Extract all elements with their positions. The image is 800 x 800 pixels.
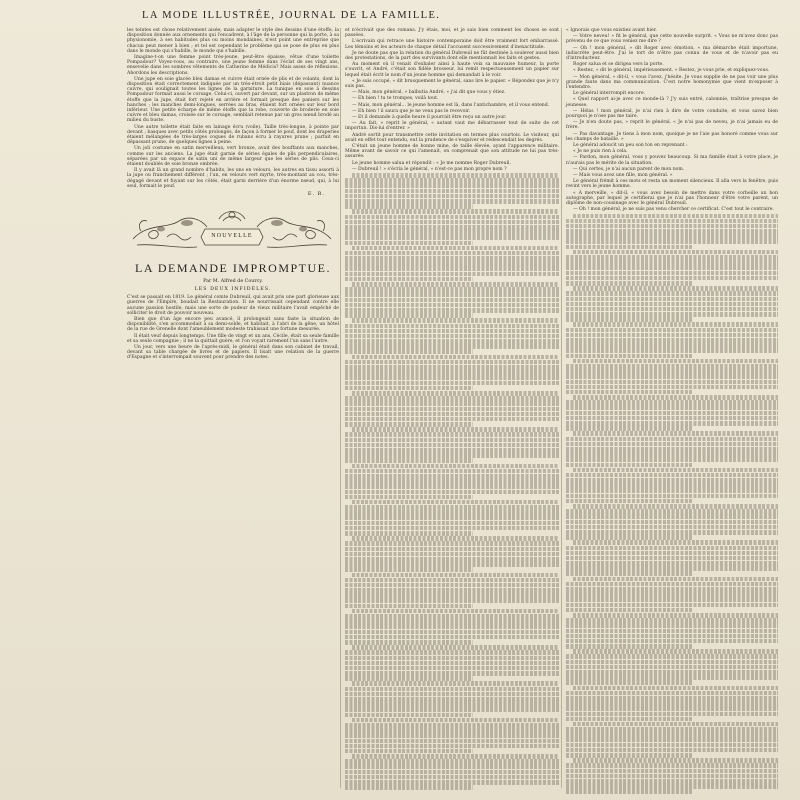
- text-line: [345, 557, 559, 562]
- text-line: [345, 619, 559, 624]
- text-line: [345, 490, 559, 495]
- text-line: [566, 634, 778, 639]
- text-line: [345, 692, 559, 697]
- text-line: [352, 355, 559, 360]
- ornamental-banner-illustration: [127, 203, 337, 255]
- text-line: [566, 442, 778, 447]
- text-line: [345, 676, 473, 681]
- text-line: [566, 520, 778, 525]
- text-line: [566, 597, 778, 602]
- story-paragraph: « Je suis occupé, » dit brusquement le général, sans lire le papier. « Répondez que je n'y suis pas.: [345, 78, 559, 90]
- text-line: [345, 261, 559, 266]
- column-divider: [561, 28, 562, 788]
- text-line: [566, 779, 778, 784]
- story-byline: Par M. Alfred de Courcy.: [203, 279, 263, 285]
- text-line: [345, 349, 473, 354]
- text-continuation: [345, 173, 559, 790]
- text-line: [566, 680, 693, 685]
- text-line: [573, 468, 778, 473]
- text-line: [566, 369, 778, 374]
- text-line: [345, 334, 559, 339]
- text-line: [345, 588, 559, 593]
- text-line: [345, 521, 559, 526]
- text-line: [566, 354, 693, 359]
- text-line: [345, 266, 559, 271]
- text-continuation: [566, 214, 778, 794]
- story-paragraph: — Au fait, » reprit le général, « autant vaut me débarrasser tout de suite de cet importun. Dis-lui d'entrer. »: [345, 121, 559, 132]
- text-line: [345, 764, 559, 769]
- text-line: [573, 250, 778, 255]
- text-line: [345, 479, 559, 484]
- text-line: [566, 239, 778, 244]
- text-line: [345, 438, 559, 443]
- chapter-title: LES DEUX INFIDÈLES.: [194, 287, 272, 293]
- story-paragraph: « Ignorais que vous existiez avant hier.: [566, 28, 657, 33]
- text-line: [566, 265, 778, 270]
- text-line: [345, 614, 559, 619]
- text-line: [345, 583, 559, 588]
- text-line: [566, 696, 778, 701]
- text-line: [352, 536, 559, 541]
- text-line: [566, 629, 778, 634]
- story-paragraph: Il était veuf depuis longtemps. Une fille de vingt et un ans, Cécile, était sa seule famille et sa seule compagnie ; il ne la quittait guère, et l'on voyait rarement l'un sans l'autre.: [127, 333, 339, 344]
- text-line: [566, 437, 778, 442]
- story-paragraph: « Je ne puis rien à cela.: [573, 149, 628, 155]
- text-line: [566, 405, 778, 410]
- text-line: [566, 525, 778, 530]
- text-line: [345, 562, 559, 567]
- text-line: [345, 422, 473, 427]
- text-line: [566, 571, 693, 576]
- text-line: [345, 365, 559, 370]
- text-line: [566, 343, 778, 348]
- story-paragraph: Roger salua et se dirigea vers la porte.: [573, 62, 664, 68]
- text-line: [345, 505, 559, 510]
- story-paragraph: — Votre neveu! » fit le général, que cette nouvelle surprit. « Vous ne m'avez donc pas prévenu de ce que vous veniez me dire ?: [566, 34, 778, 45]
- text-line: [345, 510, 559, 515]
- text-line: [566, 297, 778, 302]
- story-paragraph: « À merveille, » dit-il, « vous avez besoin de mettre dans votre corbeille un bon autographe, par lequel je certifierai que je n'ai pas l'honneur d'être votre parent, un diplôme de non-cousinage avec le général Dubreuil.: [566, 190, 778, 207]
- text-line: [573, 322, 778, 327]
- story-paragraph: — Mais vous avez une fille, mon général. »: [573, 173, 673, 179]
- story-paragraph: — Eh bien ! il saura que je ne veux pas le recevoir.: [352, 108, 471, 114]
- text-line: [566, 509, 778, 514]
- story-paragraph: — Oh ! mon général, » dit Roger avec émotion, « ma démarche était importune, indiscrète peut-être. J'ai le tort de n'être pas connu de vous et de n'avoir pas eu d'introducteur.: [566, 45, 778, 62]
- text-line: [345, 292, 559, 297]
- story-paragraph: — Mon général, » dit-il, « vous l'avez, j'hésite. Je vous supplie de ne pas voir une plus grande faute dans ma communication. C'est notre homonymie que vient m'exposer à l'entendre.: [566, 74, 778, 91]
- text-line: [566, 603, 778, 608]
- text-line: [352, 573, 559, 578]
- story-paragraph: — Je n'en doute pas, » reprit le général. « Je n'ai pas de neveu, je n'ai jamais eu de frère.: [566, 120, 778, 131]
- text-line: [566, 608, 693, 613]
- story-paragraph: et n'écrivait que des romans. J'y étais, moi, et je sais bien comment les choses se sont passées.: [345, 28, 559, 39]
- text-line: [566, 701, 778, 706]
- text-line: [566, 260, 778, 265]
- text-line: [345, 661, 559, 666]
- text-line: [345, 417, 559, 422]
- story-paragraph: Au moment où il venait d'exhaler ainsi à haute voix sa mauvaise humeur, la porte s'ouvrit, et André, c'était son fidèle brosseur, lui remit respectueusement un papier sur lequel était écrit le nom d'un jeune homme qui demandait à le voir.: [345, 62, 559, 78]
- text-line: [566, 654, 778, 659]
- text-line: [566, 348, 778, 353]
- text-line: [345, 339, 559, 344]
- article-paragraph: Une jupe en soie glacée bleu damas et cuivre était ornée de plis et de volants, dont la disposition était correctement indiquée par un très-étroit petit biais (dépassant) nuance cuivre, qui soulignait toutes les lignes de la garniture. La tunique en soie à dessins Pompadour formait aussi le corsage. Celui-ci, ouvert par devant, sur un plastron de même étoffe que la jupe, était fort rejeté en arrière et formait presque des paniers sur les hanches ; les manches demi-longues, serrées au bras, étaient fort ornées sur leur bord inférieur. Une petite écharpe de même étoffe que la robe, couverte de broderie en soie cuivre et bleu damas, croisée sur le corsage, semblait retenue par un gros nœud brodé au milieu du buste.: [127, 76, 339, 124]
- text-line: [345, 624, 559, 629]
- text-line: [345, 189, 559, 194]
- text-line: [345, 225, 559, 230]
- text-line: [566, 789, 693, 794]
- story-paragraph: L'écrivain qui retrace une histoire contemporaine doit être vraiment fort embarrassé. Les témoins et les acteurs de chaque détail l'accusent successivement d'inexactitude.: [345, 39, 559, 50]
- text-line: [566, 463, 693, 468]
- text-line: [573, 431, 778, 436]
- fashion-article: [127, 28, 339, 197]
- text-line: [566, 556, 778, 561]
- text-line: [566, 499, 693, 504]
- text-line: [566, 380, 778, 385]
- text-line: [566, 639, 778, 644]
- text-line: [566, 452, 778, 457]
- text-line: [345, 630, 559, 635]
- story-paragraph: « Quel rapport ai-je avec ce monde-là ? J'y suis entré, calomnie, traîtrise presque de jeunesse.: [566, 97, 778, 108]
- text-line: [345, 567, 473, 572]
- story-paragraph: Un jour, vers une heure de l'après-midi, le général était dans son cabinet de travail, devant sa table chargée de livres et de papiers. Il lisait une relation de la guerre d'Espagne et s'interrompait souvent pour prendre des notes.: [127, 344, 339, 361]
- text-line: [573, 758, 778, 763]
- vignette-label: NOUVELLE: [211, 233, 253, 240]
- text-line: [352, 681, 559, 686]
- text-line: [345, 396, 559, 401]
- text-line: [345, 635, 559, 640]
- text-line: [345, 541, 559, 546]
- story-paragraph: Je ne doute pas que la relation du général Dubreuil ne fût destinée à soulever aussi bien des protestations, de la part des survivants dont elle mentionnait les faits et gestes.: [345, 50, 559, 62]
- story-paragraph: — Mais, mon général... le jeune homme est là, dans l'antichambre, et il vous entend.: [352, 102, 550, 108]
- text-line: [345, 375, 559, 380]
- story-paragraph: — Pas davantage. Je tiens à mon nom, quoique je ne l'aie pas honoré comme vous sur les champs de bataille. »: [566, 131, 778, 142]
- text-line: [345, 448, 559, 453]
- text-line: [345, 303, 559, 308]
- text-line: [345, 313, 473, 318]
- text-line: [566, 717, 693, 722]
- text-line: [345, 666, 559, 671]
- text-line: [345, 739, 559, 744]
- text-line: [566, 592, 778, 597]
- column-1: [127, 28, 339, 362]
- text-line: [566, 338, 778, 343]
- page-header: [128, 6, 768, 24]
- text-line: [345, 547, 559, 552]
- text-line: [345, 381, 559, 386]
- text-line: [345, 432, 559, 437]
- text-line: [566, 769, 778, 774]
- text-line: [345, 656, 559, 661]
- story-paragraph: Le général interrompit encore.: [573, 91, 646, 97]
- story-title: LA DEMANDE IMPROMPTUE.: [134, 261, 331, 276]
- text-line: [566, 478, 778, 483]
- text-line: [566, 328, 778, 333]
- text-line: [345, 230, 559, 235]
- text-line: [566, 623, 778, 628]
- text-line: [345, 531, 473, 536]
- text-line: [345, 515, 559, 520]
- text-line: [566, 530, 778, 535]
- text-line: [345, 593, 559, 598]
- text-line: [566, 582, 778, 587]
- text-line: [345, 728, 559, 733]
- text-line: [566, 712, 778, 717]
- text-line: [345, 235, 559, 240]
- text-line: [345, 702, 559, 707]
- article-signature: E. R.: [307, 191, 325, 198]
- text-line: [573, 649, 778, 654]
- text-line: [566, 307, 778, 312]
- text-line: [345, 204, 473, 209]
- text-line: [573, 359, 778, 364]
- text-line: [352, 500, 559, 505]
- article-paragraph: les teintes est chose relativement aisée; mais adapter le style des dessins d'une étoffe, la disposition donnée aux ornements qui l'encadrent, à l'âge de la personne qui la porte, à sa physionomie, à ses habitudes plus ou moins mondaines, n'est point une entreprise que chacun peut mener à bien ; et tel est cependant le problème qui se pose de plus en plus dans le monde qui s'habille, le monde qui s'habille.: [127, 28, 339, 54]
- text-line: [566, 447, 778, 452]
- text-line: [345, 370, 559, 375]
- story-paragraph: — Dubreuil ! » s'écria le général, « n'est-ce pas mon propre nom ?: [352, 166, 507, 172]
- text-line: [573, 504, 778, 509]
- text-line: [352, 427, 559, 432]
- article-paragraph: Une autre toilette était faite en lainage écru (voile). Taille très-longue, à pointe par devant ; basques avec petits côtés prolongés, de façon à former le pouf, dont les draperies étaient mélangées de très-larges coques de rubans écru à rayures prune ; parfait en dépassant prune, de quelques lignes à peine.: [127, 124, 339, 146]
- text-line: [566, 774, 778, 779]
- text-line: [345, 484, 559, 489]
- text-line: [352, 173, 559, 178]
- text-line: [345, 780, 559, 785]
- text-line: [352, 282, 559, 287]
- story-paragraph: — Et il demande à quelle heure il pourrait être reçu un autre jour.: [352, 115, 507, 121]
- text-line: [345, 360, 559, 365]
- text-line: [566, 665, 778, 670]
- text-line: [345, 687, 559, 692]
- text-line: [566, 660, 778, 665]
- text-line: [345, 713, 473, 718]
- text-line: [345, 640, 473, 645]
- text-line: [345, 526, 559, 531]
- text-line: [566, 317, 693, 322]
- text-line: [352, 318, 559, 323]
- text-line: [345, 598, 559, 603]
- article-paragraph: Il y avait là un grand nombre d'habits, les uns en velours, les autres en tissu assorti à la jupe ou franchement différent ; l'un, en velours vert myrte, très-montant au cou, très-dégagé devant et fuyant sur les côtés, était garni derrière d'un énorme nœud, qui, à lui seul, formait le pouf.: [127, 168, 339, 189]
- text-line: [573, 613, 778, 618]
- column-3: [566, 28, 778, 795]
- text-line: [566, 706, 778, 711]
- text-line: [345, 344, 559, 349]
- text-line: [566, 587, 778, 592]
- text-line: [345, 178, 559, 183]
- text-line: [566, 737, 778, 742]
- text-line: [345, 604, 473, 609]
- text-line: [566, 312, 778, 317]
- text-line: [345, 469, 559, 474]
- text-line: [566, 551, 778, 556]
- text-line: [566, 732, 778, 737]
- text-line: [573, 286, 778, 291]
- text-line: [566, 276, 778, 281]
- text-line: [345, 671, 559, 676]
- story-paragraph: — Eh bien ! tu te trompes, voilà tout.: [352, 96, 439, 102]
- text-line: [345, 277, 473, 282]
- text-line: [566, 255, 778, 260]
- text-line: [573, 686, 778, 691]
- story-paragraph: — Hélas ! mon général, je n'ai rien à dire de votre conduite, et vous savez bien pourquoi je n'ose pas me taire.: [566, 108, 778, 120]
- story-paragraph: Le jeune homme salua et répondit : « Je me nomme Roger Dubreuil.: [352, 160, 511, 166]
- text-line: [566, 219, 778, 224]
- text-line: [566, 245, 693, 250]
- text-line: [566, 224, 778, 229]
- text-line: [566, 390, 693, 395]
- text-line: [566, 743, 778, 748]
- text-line: [566, 416, 778, 421]
- text-line: [566, 514, 778, 519]
- text-line: [566, 271, 778, 276]
- text-line: [352, 464, 559, 469]
- text-line: [566, 411, 778, 416]
- story-paragraph: — Qui certes, je n'ai aucun parent de mon nom.: [573, 166, 685, 172]
- text-line: [566, 229, 778, 234]
- text-line: [566, 727, 778, 732]
- text-line: [573, 577, 778, 582]
- text-line: [566, 421, 778, 426]
- text-line: [345, 749, 473, 754]
- text-line: [345, 578, 559, 583]
- text-line: [345, 386, 473, 391]
- story-paragraph: — Mais, mon général, » balbutia André, « j'ai dit que vous y étiez.: [352, 90, 506, 96]
- text-line: [345, 458, 473, 463]
- text-line: [345, 733, 559, 738]
- text-line: [345, 453, 559, 458]
- text-line: [566, 488, 778, 493]
- text-line: [345, 697, 559, 702]
- text-line: [566, 483, 778, 488]
- text-line: [566, 234, 778, 239]
- text-line: [345, 707, 559, 712]
- text-line: [345, 401, 559, 406]
- text-line: [352, 718, 559, 723]
- text-line: [345, 194, 559, 199]
- text-line: [566, 535, 693, 540]
- text-line: [345, 183, 559, 188]
- text-line: [345, 215, 559, 220]
- text-line: [566, 561, 778, 566]
- text-line: [345, 220, 559, 225]
- text-line: [566, 457, 778, 462]
- text-line: [345, 775, 559, 780]
- text-line: [566, 494, 778, 499]
- text-line: [345, 329, 559, 334]
- text-line: [566, 473, 778, 478]
- text-line: [345, 308, 559, 313]
- text-line: [566, 675, 778, 680]
- text-line: [573, 214, 778, 219]
- text-line: [566, 385, 778, 390]
- text-line: [566, 426, 693, 431]
- text-line: [345, 759, 559, 764]
- text-line: [345, 785, 473, 790]
- text-line: [345, 770, 559, 775]
- nouvelle-vignette: [127, 203, 337, 255]
- story-text: [127, 295, 339, 360]
- story-paragraph: Le général adoucit un peu son ton en reprenant :: [573, 143, 688, 149]
- text-line: [566, 566, 778, 571]
- text-line: [345, 407, 559, 412]
- text-line: [345, 474, 559, 479]
- text-line: [566, 618, 778, 623]
- journal-title: LA MODE ILLUSTRÉE, JOURNAL DE LA FAMILLE.: [142, 9, 441, 21]
- text-line: [573, 540, 778, 545]
- article-paragraph: Un joli costume en satin merveilleux, vert bronze, avait des bouffants aux manches, comme sur les anciens. La jupe était garnie de séries égales de plis perpendiculaires, séparées par un espace de satin uni de même largeur que les séries de plis. Ceux-ci étaient doublés de soie bronze ombrée.: [127, 146, 339, 168]
- story-paragraph: — Pardon, mon général, vous y pouvez beaucoup. Si ma famille était à votre place, je n'aurais pas le mérite de la situation.: [566, 155, 778, 166]
- text-line: [566, 748, 778, 753]
- text-line: [345, 287, 559, 292]
- story-paragraph: — Oh ! mon général, je ne suis pas venu chercher ce certificat. C'est tout le contraire.: [573, 207, 774, 213]
- text-line: [345, 723, 559, 728]
- story-paragraph: « Restez, » dit le général, impérieusement. « Restez, je vous prie, et expliquez-vous.: [573, 68, 770, 74]
- text-line: [566, 364, 778, 369]
- text-line: [566, 302, 778, 307]
- text-line: [566, 784, 778, 789]
- text-line: [345, 552, 559, 557]
- text-line: [352, 209, 559, 214]
- text-line: [345, 412, 559, 417]
- text-line: [345, 650, 559, 655]
- text-line: [566, 400, 778, 405]
- text-line: [566, 753, 693, 758]
- column-2: [345, 28, 559, 790]
- story-paragraph: Le général frémit à ces mots et resta un moment silencieux. Il alla vers la fenêtre, puis revint vers le jeune homme.: [566, 179, 778, 190]
- text-line: [566, 644, 693, 649]
- text-line: [352, 645, 559, 650]
- text-line: [566, 546, 778, 551]
- story-paragraph: Bien que d'un âge encore peu avancé, il prolongeait sans faste la situation de disponibilité, s'en accommodait à sa demi-solde, et habitait, à l'abri de la gêne, un hôtel de la rue de Grenelle dont l'ameublement modeste trahissait une fortune mesurée.: [127, 316, 339, 333]
- text-line: [345, 443, 559, 448]
- text-line: [345, 272, 559, 277]
- article-paragraph: Imagine-t-on une femme point très-jeune, peut-être épaisse, vêtue d'une toilette Pompadour? Voyez-vous, au contraire, une jeune femme dans l'éclat de ses vingt ans, ensevelie dans les sombres vêtements de Catherine de Médicis? Mais assez de réflexions. Abordons les descriptions.: [127, 55, 339, 76]
- text-line: [352, 609, 559, 614]
- text-line: [352, 246, 559, 251]
- text-line: [566, 333, 778, 338]
- text-line: [345, 324, 559, 329]
- text-line: [573, 395, 778, 400]
- text-line: [566, 291, 778, 296]
- text-line: [345, 298, 559, 303]
- text-line: [345, 251, 559, 256]
- story-paragraph: C'était un jeune homme de bonne mine, de taille élevée, ayant l'apparence militaire. Même avant de savoir ce qui l'amenait, on comprenait que son attitude ne lui pas très-assurée.: [345, 144, 559, 160]
- text-line: [345, 256, 559, 261]
- text-line: [566, 670, 778, 675]
- text-line: [566, 281, 693, 286]
- text-line: [566, 691, 778, 696]
- text-line: [345, 241, 473, 246]
- text-line: [345, 495, 473, 500]
- text-line: [573, 722, 778, 727]
- column-divider: [340, 28, 341, 788]
- story-paragraph: André sortit pour transmettre cette invitation en termes plus courtois. Le visiteur, qui avait en effet tout entendu, eut la prudence de s'esquiver et redescendait les degrés.: [345, 132, 559, 143]
- text-line: [345, 199, 559, 204]
- text-line: [566, 374, 778, 379]
- text-line: [352, 754, 559, 759]
- text-line: [566, 763, 778, 768]
- story-paragraph: C'est se passait en 1819. Le général comte Dubreuil, qui avait pris une part glorieuse aux guerres de l'Empire, boudait la Restauration. Il ne nourrissait cependant contre elle aucune passion hostile, mais une sorte de pudeur de vieux militaire l'avait empêché de solliciter le droit de pouvoir nouveau.: [127, 295, 339, 316]
- text-line: [345, 744, 559, 749]
- text-line: [352, 391, 559, 396]
